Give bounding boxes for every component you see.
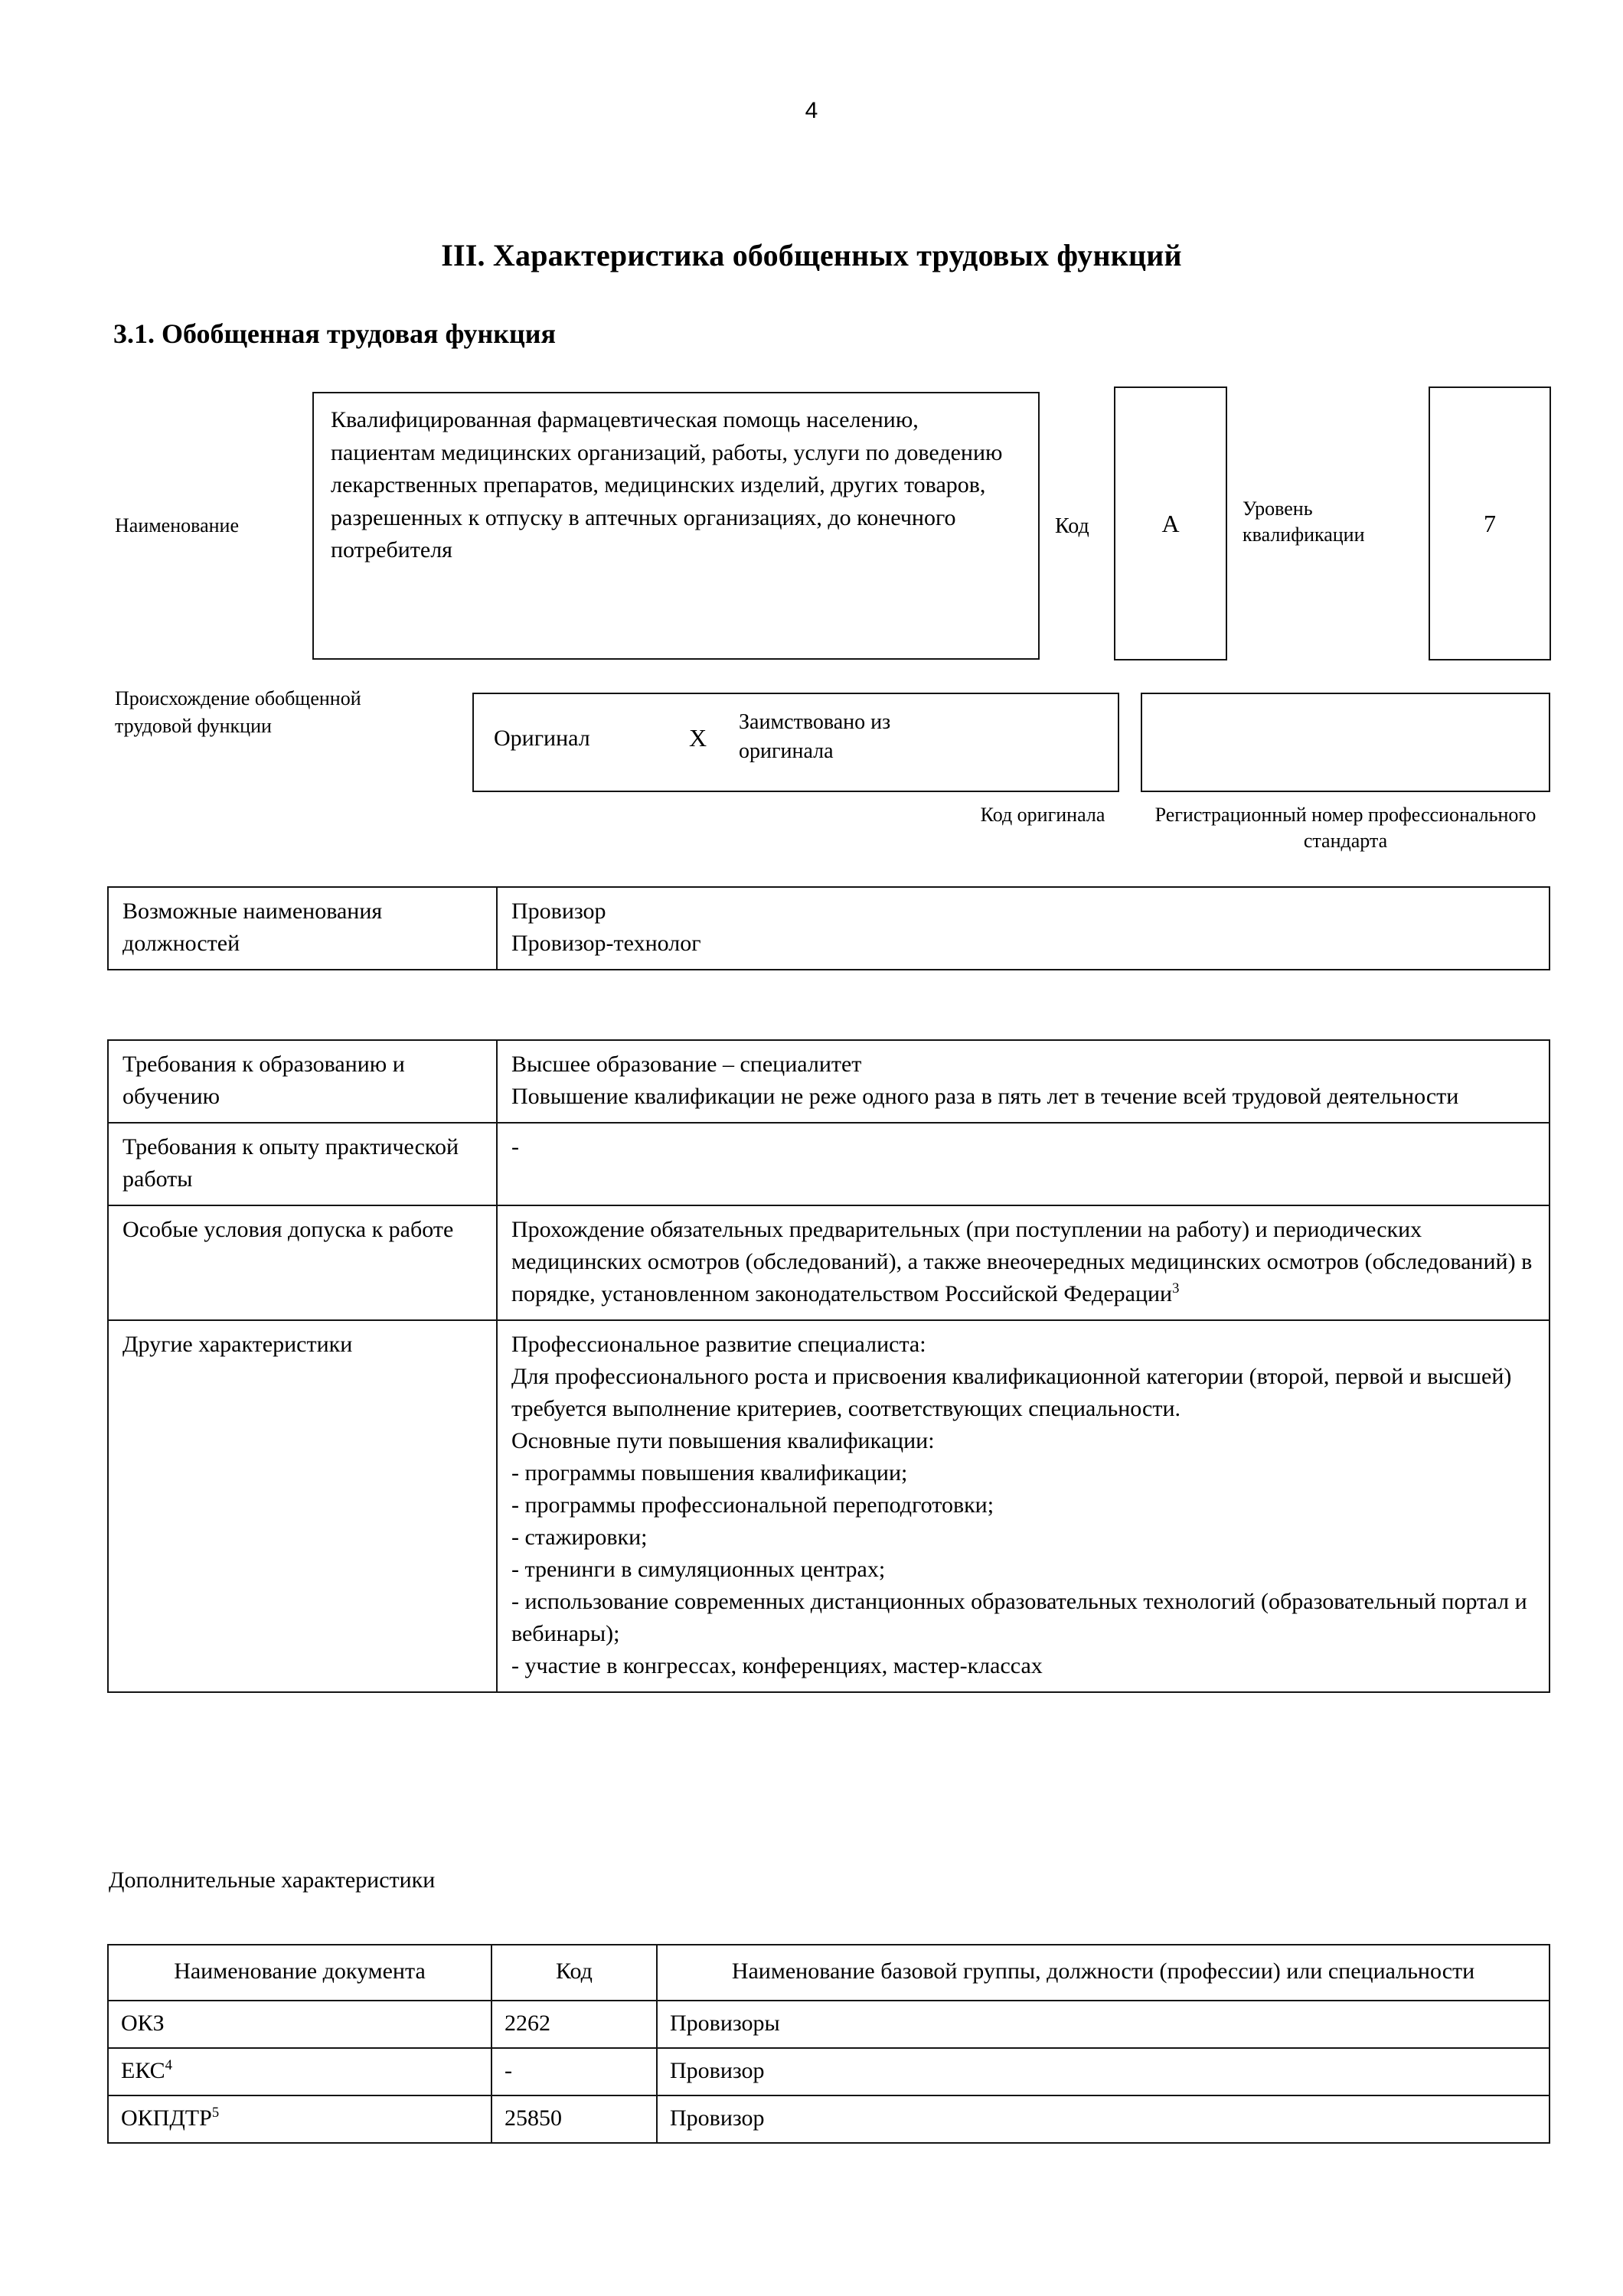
- requirement-label-experience: Требования к опыту практической работы: [108, 1123, 497, 1205]
- text-line: Основные пути повышения квалификации:: [511, 1428, 935, 1453]
- footnote-marker: 4: [165, 2056, 172, 2073]
- positions-label: Возможные наименования должностей: [108, 887, 497, 970]
- positions-values: [497, 887, 1550, 970]
- footnote-marker: 3: [1172, 1280, 1180, 1296]
- column-header-basegroup: Наименование базовой группы, должности (профессии) или специальности: [657, 1945, 1550, 2001]
- positions-table: [107, 886, 1550, 970]
- cell-basegroup: Провизор: [657, 2095, 1550, 2143]
- cell-code: 2262: [491, 2001, 657, 2048]
- cell-document: ОКПДТР$^5$: [108, 2095, 491, 2143]
- cell-basegroup: Провизор: [657, 2048, 1550, 2095]
- table-row: [108, 1205, 1550, 1320]
- cell-document: ОКЗ: [108, 2001, 491, 2048]
- requirement-value-experience: [497, 1123, 1550, 1205]
- code-value-box: A: [1114, 386, 1227, 660]
- footnote-marker: 5: [211, 2104, 220, 2121]
- cell-basegroup: Провизоры: [657, 2001, 1550, 2048]
- origin-original-label: Оригинал: [494, 726, 590, 751]
- text-line: Для профессионального роста и присвоения квалификационной категории (второй, первой и высшей) требуется выполнение критериев, соответствующих специальности.: [511, 1364, 1512, 1421]
- list-item: Провизор-технолог: [511, 931, 701, 956]
- cell-code: 25850: [491, 2095, 657, 2143]
- table-row: [108, 2001, 1550, 2048]
- requirement-value-other: [497, 1320, 1550, 1692]
- column-header-document: Наименование документа: [108, 1945, 491, 2001]
- list-item: Провизор: [511, 899, 606, 924]
- registration-number-box: [1141, 693, 1550, 792]
- name-value-box: Квалифицированная фармацевтическая помощь населению, пациентам медицинских организаций, работы, услуги по доведению лекарственных препаратов, медицинских изделий, других товаров, разрешенных к отпуску в аптечных организациях, до конечного потребителя: [312, 392, 1040, 660]
- table-row: [108, 2095, 1550, 2143]
- column-header-code: Код: [491, 1945, 657, 2001]
- additional-characteristics-table: [107, 1944, 1550, 2144]
- table-row: [108, 1040, 1550, 1123]
- requirement-label-special-conditions: Особые условия допуска к работе: [108, 1205, 497, 1320]
- table-row: [108, 1320, 1550, 1692]
- requirement-value-special-conditions: [497, 1205, 1550, 1320]
- requirement-label-education: Требования к образованию и обучению: [108, 1040, 497, 1123]
- table-row: [108, 887, 1550, 970]
- section-title: 3.1. Обобщенная трудовая функция: [113, 318, 556, 349]
- caption-registration-number: Регистрационный номер профессионального стандарта: [1154, 804, 1536, 852]
- table-row: [108, 1123, 1550, 1205]
- qualification-level-label: Уровень квалификации: [1243, 497, 1365, 546]
- text-line: Повышение квалификации не реже одного раза в пять лет в течение всей трудовой деятельности: [511, 1084, 1459, 1109]
- code-label: Код: [1055, 514, 1089, 538]
- list-item: - программы повышения квалификации;: [511, 1460, 908, 1486]
- requirement-label-other: Другие характеристики: [108, 1320, 497, 1692]
- origin-borrowed-label: Заимствовано из оригинала: [739, 710, 891, 763]
- list-item: - использование современных дистанционных образовательных технологий (образовательный портал и вебинары);: [511, 1589, 1527, 1646]
- cell-document: ЕКС$^4$: [108, 2048, 491, 2095]
- page-number: 4: [805, 98, 818, 123]
- list-item: - программы профессиональной переподготовки;: [511, 1492, 994, 1518]
- additional-characteristics-title: Дополнительные характеристики: [109, 1867, 436, 1893]
- name-label: Наименование: [115, 514, 239, 536]
- table-header-row: [108, 1945, 1550, 2001]
- list-item: - стажировки;: [511, 1525, 648, 1550]
- requirements-table: [107, 1039, 1550, 1693]
- table-row: [108, 2048, 1550, 2095]
- cell-code: -: [491, 2048, 657, 2095]
- text-line: Прохождение обязательных предварительных (при поступлении на работу) и периодических медицинских осмотров (обследований), а также внеочередных медицинских осмотров (обследований) в порядке, установленном законодательством Российской Федерации: [511, 1217, 1533, 1306]
- list-item: - тренинги в симуляционных центрах;: [511, 1557, 886, 1582]
- qualification-level-value-box: 7: [1429, 386, 1551, 660]
- origin-label: Происхождение обобщенной трудовой функции: [115, 687, 361, 737]
- requirement-value-education: [497, 1040, 1550, 1123]
- text-line: Высшее образование – специалитет: [511, 1052, 862, 1077]
- text-line: -: [511, 1134, 519, 1159]
- list-item: - участие в конгрессах, конференциях, мастер-классах: [511, 1653, 1043, 1678]
- text-line: Профессиональное развитие специалиста:: [511, 1332, 926, 1357]
- page-title: III. Характеристика обобщенных трудовых функций: [441, 238, 1182, 272]
- origin-original-checkmark: X: [689, 724, 707, 752]
- caption-code-original: Код оригинала: [980, 804, 1105, 826]
